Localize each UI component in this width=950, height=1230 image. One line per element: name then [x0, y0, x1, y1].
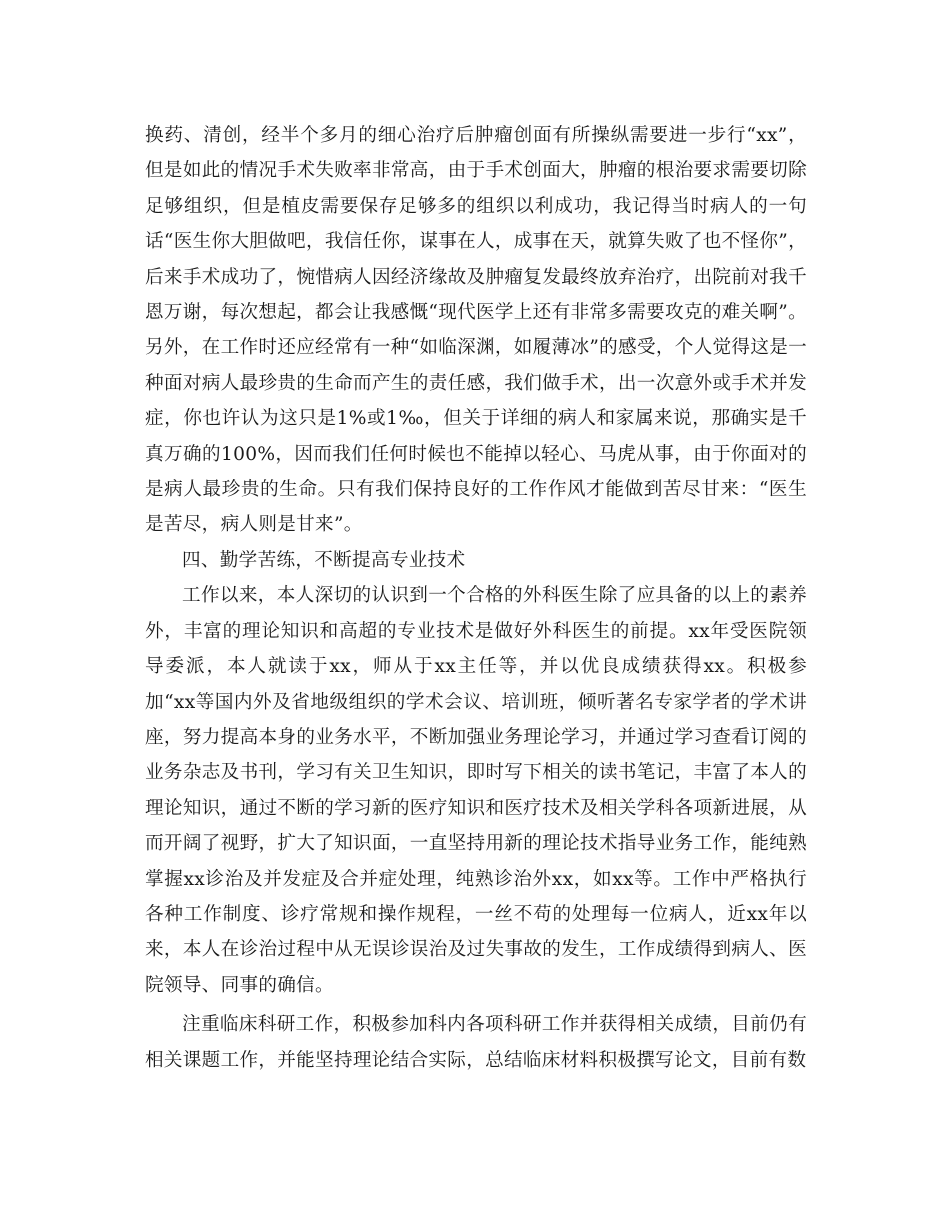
body-paragraph: 注重临床科研工作，积极参加科内各项科研工作并获得相关成绩，目前仍有相关课题工作，并能坚持理论结合实际，总结临床材料积极撰写论文，目前有数	[145, 1014, 807, 1071]
body-paragraph-continued: 换药、清创，经半个多月的细心治疗后肿瘤创面有所操纵需要进一步行“xx”，但是如此的情况手术失败率非常高，由于手术创面大，肿瘤的根治要求需要切除足够组织，但是植皮需要保存足够多的组织以利成功，我记得当时病人的一句话“医生你大胆做吧，我信任你，谋事在人，成事在天，就算失败了也不怪你”，后来手术成功了，惋惜病人因经济缘故及肿瘤复发最终放弃治疗，出院前对我千恩万谢，每次想起，都会让我感慨“现代医学上还有非常多需要攻克的难关啊”。另外，在工作时还应经常有一种“如临深渊，如履薄冰”的感受，个人觉得这是一种面对病人最珍贵的生命而产生的责任感，我们做手术，出一次意外或手术并发症，你也许认为这只是1%或1‰，但关于详细的病人和家属来说，那确实是千真万确的100%，因而我们任何时候也不能掉以轻心、马虎从事，由于你面对的是病人最珍贵的生命。只有我们保持良好的工作作风才能做到苦尽甘来：“医生是苦尽，病人则是甘来”。	[145, 125, 807, 536]
section-heading: 四、勤学苦练，不断提高专业技术	[182, 549, 466, 571]
body-paragraph: 工作以来，本人深切的认识到一个合格的外科医生除了应具备的以上的素养外，丰富的理论知识和高超的专业技术是做好外科医生的前提。xx年受医院领导委派，本人就读于xx，师从于xx主任等，并以优良成绩获得xx。积极参加“xx等国内外及省地级组织的学术会议、培训班，倾听著名专家学者的学术讲座，努力提高本身的业务水平，不断加强业务理论学习，并通过学习查看订阅的业务杂志及书刊，学习有关卫生知识，即时写下相关的读书笔记，丰富了本人的理论知识，通过不断的学习新的医疗知识和医疗技术及相关学科各项新进展，从而开阔了视野，扩大了知识面，一直坚持用新的理论技术指导业务工作，能纯熟掌握xx诊治及并发症及合并症处理，纯熟诊治外xx，如xx等。工作中严格执行各种工作制度、诊疗常规和操作规程，一丝不苟的处理每一位病人，近xx年以来，本人在诊治过程中从无误诊误治及过失事故的发生，工作成绩得到病人、医院领导、同事的确信。	[145, 585, 807, 996]
